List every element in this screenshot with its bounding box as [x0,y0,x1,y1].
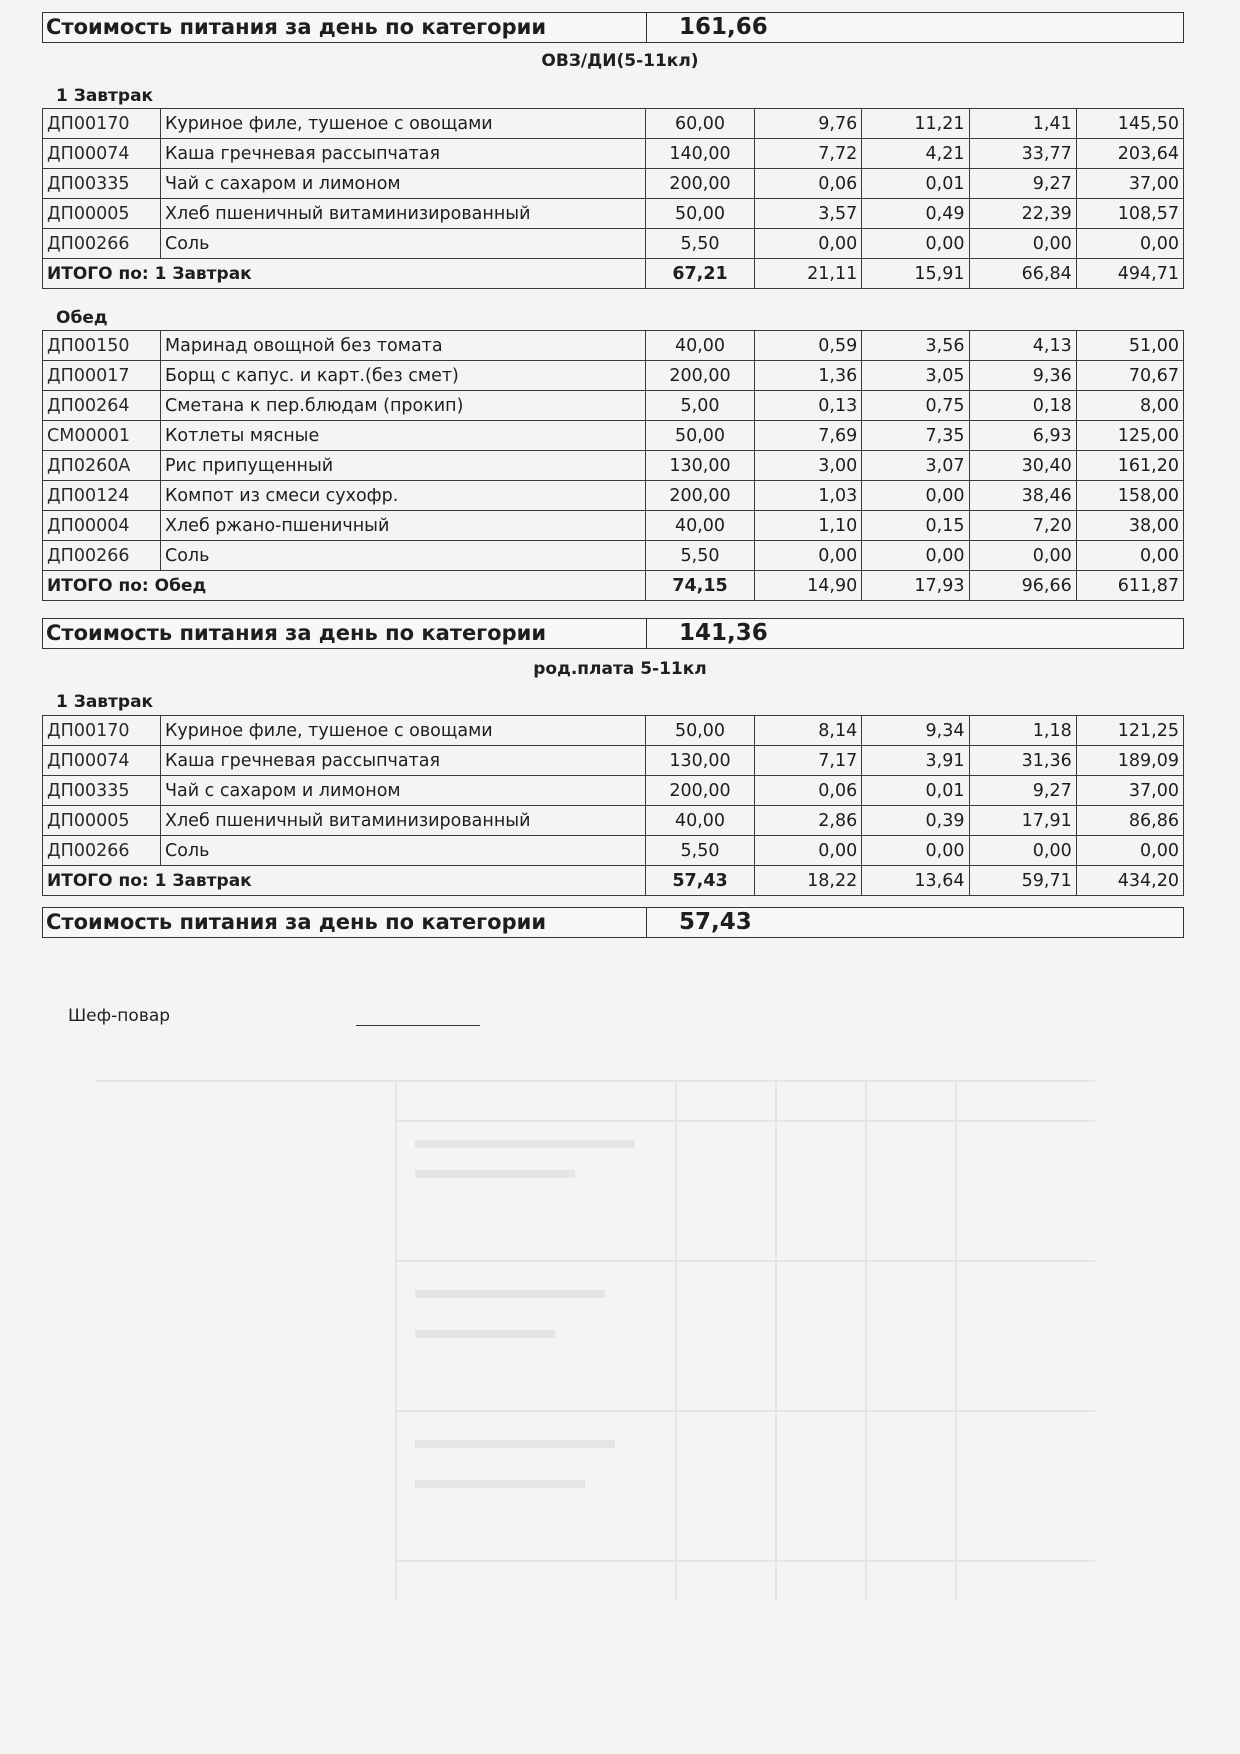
table-row [43,511,1184,541]
item-fat: 0,01 [862,169,969,199]
item-weight: 5,00 [646,391,755,421]
table-row [43,776,1184,806]
item-carbs: 0,00 [969,541,1076,571]
item-fat: 0,00 [862,229,969,259]
item-fat: 0,01 [862,776,969,806]
item-name: Сметана к пер.блюдам (прокип) [161,391,646,421]
item-weight: 50,00 [646,199,755,229]
item-carbs: 1,41 [969,109,1076,139]
signature-label: Шеф-повар [68,1006,171,1026]
item-code: ДП00124 [43,481,161,511]
item-name: Куриное филе, тушеное с овощами [161,716,646,746]
table-row [43,199,1184,229]
table-row [43,836,1184,866]
item-kcal: 125,00 [1076,421,1183,451]
total-label: ИТОГО по: 1 Завтрак [43,866,646,896]
total-label: ИТОГО по: Обед [43,571,646,601]
item-kcal: 37,00 [1076,776,1183,806]
menu-table [42,108,1184,289]
table-row [43,481,1184,511]
item-name: Чай с сахаром и лимоном [161,776,646,806]
item-protein: 1,03 [755,481,862,511]
table-row [43,806,1184,836]
cost-summary-bar [42,618,1184,649]
table-row [43,109,1184,139]
item-protein: 7,17 [755,746,862,776]
item-kcal: 51,00 [1076,331,1183,361]
item-code: СМ00001 [43,421,161,451]
item-kcal: 108,57 [1076,199,1183,229]
item-name: Соль [161,541,646,571]
total-row [43,866,1184,896]
section-title: 1 Завтрак [56,86,154,106]
item-name: Хлеб ржано-пшеничный [161,511,646,541]
item-kcal: 145,50 [1076,109,1183,139]
item-weight: 200,00 [646,169,755,199]
item-protein: 9,76 [755,109,862,139]
item-code: ДП00266 [43,836,161,866]
total-weight: 67,21 [646,259,755,289]
total-kcal: 434,20 [1076,866,1183,896]
item-name: Маринад овощной без томата [161,331,646,361]
item-carbs: 31,36 [969,746,1076,776]
item-carbs: 33,77 [969,139,1076,169]
total-fat: 15,91 [862,259,969,289]
item-name: Хлеб пшеничный витаминизированный [161,199,646,229]
item-weight: 50,00 [646,421,755,451]
item-weight: 200,00 [646,481,755,511]
item-weight: 40,00 [646,331,755,361]
section-title: 1 Завтрак [56,692,154,712]
total-carbs: 66,84 [969,259,1076,289]
item-carbs: 30,40 [969,451,1076,481]
item-code: ДП00335 [43,776,161,806]
item-carbs: 0,00 [969,836,1076,866]
item-kcal: 0,00 [1076,229,1183,259]
item-weight: 200,00 [646,361,755,391]
item-protein: 7,69 [755,421,862,451]
cost-summary-value: 161,66 [679,14,768,40]
final-cost-bar [42,907,1184,938]
item-carbs: 38,46 [969,481,1076,511]
item-kcal: 70,67 [1076,361,1183,391]
item-name: Хлеб пшеничный витаминизированный [161,806,646,836]
table-row [43,541,1184,571]
item-name: Куриное филе, тушеное с овощами [161,109,646,139]
item-carbs: 9,27 [969,169,1076,199]
item-code: ДП00074 [43,139,161,169]
item-protein: 1,36 [755,361,862,391]
item-code: ДП00005 [43,199,161,229]
item-weight: 5,50 [646,541,755,571]
item-code: ДП00074 [43,746,161,776]
item-weight: 5,50 [646,229,755,259]
item-protein: 2,86 [755,806,862,836]
table-row [43,451,1184,481]
item-protein: 0,06 [755,776,862,806]
item-carbs: 9,27 [969,776,1076,806]
item-fat: 0,00 [862,481,969,511]
item-fat: 0,00 [862,836,969,866]
item-code: ДП00266 [43,541,161,571]
item-carbs: 0,18 [969,391,1076,421]
item-kcal: 86,86 [1076,806,1183,836]
item-kcal: 8,00 [1076,391,1183,421]
final-cost-value: 57,43 [679,909,752,935]
reverse-side-bleed [95,1080,1155,1640]
table-row [43,331,1184,361]
item-protein: 0,00 [755,836,862,866]
item-fat: 3,91 [862,746,969,776]
cost-summary-label: Стоимость питания за день по категории [43,619,647,648]
item-kcal: 158,00 [1076,481,1183,511]
final-cost-label: Стоимость питания за день по категории [43,908,647,937]
total-weight: 74,15 [646,571,755,601]
item-carbs: 4,13 [969,331,1076,361]
item-kcal: 161,20 [1076,451,1183,481]
item-kcal: 203,64 [1076,139,1183,169]
item-protein: 3,00 [755,451,862,481]
item-protein: 7,72 [755,139,862,169]
table-row [43,391,1184,421]
item-carbs: 7,20 [969,511,1076,541]
item-carbs: 6,93 [969,421,1076,451]
category-title: род.плата 5-11кл [533,659,707,679]
section-title: Обед [56,308,108,328]
item-code: ДП00264 [43,391,161,421]
item-carbs: 22,39 [969,199,1076,229]
menu-table [42,330,1184,601]
item-code: ДП0260А [43,451,161,481]
item-weight: 130,00 [646,746,755,776]
item-fat: 0,49 [862,199,969,229]
total-kcal: 494,71 [1076,259,1183,289]
menu-table [42,715,1184,896]
item-protein: 0,59 [755,331,862,361]
item-fat: 0,39 [862,806,969,836]
item-name: Каша гречневая рассыпчатая [161,139,646,169]
table-row [43,361,1184,391]
item-name: Рис припущенный [161,451,646,481]
table-row [43,169,1184,199]
item-name: Компот из смеси сухофр. [161,481,646,511]
item-fat: 3,05 [862,361,969,391]
table-row [43,421,1184,451]
item-kcal: 0,00 [1076,836,1183,866]
item-carbs: 17,91 [969,806,1076,836]
item-name: Котлеты мясные [161,421,646,451]
item-code: ДП00170 [43,716,161,746]
item-fat: 11,21 [862,109,969,139]
total-carbs: 96,66 [969,571,1076,601]
item-kcal: 189,09 [1076,746,1183,776]
total-label: ИТОГО по: 1 Завтрак [43,259,646,289]
table-row [43,139,1184,169]
item-weight: 40,00 [646,806,755,836]
item-kcal: 0,00 [1076,541,1183,571]
item-carbs: 0,00 [969,229,1076,259]
total-weight: 57,43 [646,866,755,896]
item-code: ДП00170 [43,109,161,139]
item-fat: 9,34 [862,716,969,746]
signature-line [356,1025,480,1026]
item-code: ДП00017 [43,361,161,391]
item-weight: 40,00 [646,511,755,541]
item-protein: 3,57 [755,199,862,229]
item-code: ДП00005 [43,806,161,836]
item-code: ДП00150 [43,331,161,361]
total-protein: 18,22 [755,866,862,896]
table-row [43,746,1184,776]
item-fat: 7,35 [862,421,969,451]
item-weight: 140,00 [646,139,755,169]
item-protein: 0,00 [755,229,862,259]
total-row [43,571,1184,601]
category-title: ОВЗ/ДИ(5-11кл) [541,51,699,71]
table-row [43,716,1184,746]
item-weight: 5,50 [646,836,755,866]
item-name: Соль [161,229,646,259]
item-code: ДП00266 [43,229,161,259]
total-kcal: 611,87 [1076,571,1183,601]
item-fat: 4,21 [862,139,969,169]
item-protein: 0,00 [755,541,862,571]
total-protein: 21,11 [755,259,862,289]
cost-summary-value: 141,36 [679,620,768,646]
item-weight: 130,00 [646,451,755,481]
item-fat: 3,56 [862,331,969,361]
item-kcal: 37,00 [1076,169,1183,199]
item-protein: 8,14 [755,716,862,746]
total-fat: 13,64 [862,866,969,896]
item-fat: 0,15 [862,511,969,541]
item-name: Соль [161,836,646,866]
item-carbs: 9,36 [969,361,1076,391]
item-weight: 200,00 [646,776,755,806]
total-row [43,259,1184,289]
cost-summary-label: Стоимость питания за день по категории [43,13,647,42]
item-fat: 0,75 [862,391,969,421]
item-kcal: 38,00 [1076,511,1183,541]
item-fat: 3,07 [862,451,969,481]
table-row [43,229,1184,259]
item-name: Борщ с капус. и карт.(без смет) [161,361,646,391]
total-carbs: 59,71 [969,866,1076,896]
item-protein: 0,06 [755,169,862,199]
item-kcal: 121,25 [1076,716,1183,746]
item-name: Чай с сахаром и лимоном [161,169,646,199]
item-fat: 0,00 [862,541,969,571]
item-weight: 60,00 [646,109,755,139]
item-protein: 1,10 [755,511,862,541]
item-code: ДП00004 [43,511,161,541]
total-protein: 14,90 [755,571,862,601]
item-weight: 50,00 [646,716,755,746]
cost-summary-bar [42,12,1184,43]
total-fat: 17,93 [862,571,969,601]
item-carbs: 1,18 [969,716,1076,746]
item-protein: 0,13 [755,391,862,421]
item-code: ДП00335 [43,169,161,199]
item-name: Каша гречневая рассыпчатая [161,746,646,776]
